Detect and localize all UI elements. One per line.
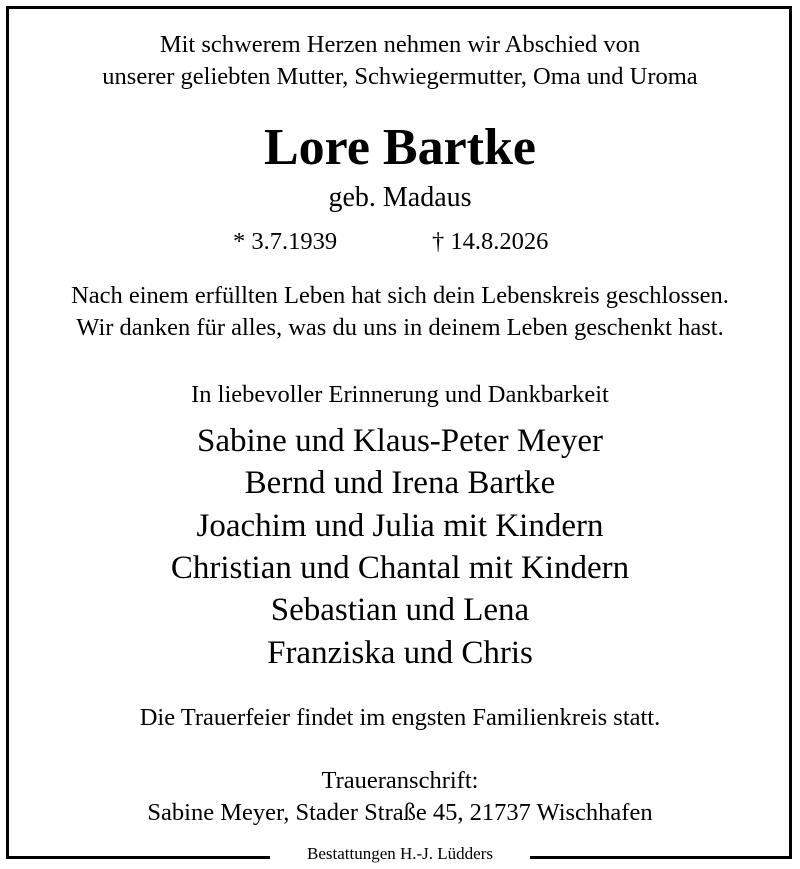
mourner-line: Christian und Chantal mit Kindern: [170, 550, 630, 586]
mourning-address: Sabine Meyer, Stader Straße 45, 21737 Wischhafen: [147, 799, 653, 826]
address-label: Traueranschrift:: [321, 767, 479, 794]
death-date: † 14.8.2026: [432, 228, 549, 255]
birth-date: * 3.7.1939: [233, 228, 338, 255]
intro-line-1: Mit schwerem Herzen nehmen wir Abschied von: [159, 31, 641, 58]
verse-line-2: Wir danken für alles, was du uns in deinem Leben geschenkt hast.: [76, 314, 724, 341]
mourner-line: Franziska und Chris: [267, 635, 533, 671]
verse-line-1: Nach einem erfüllten Leben hat sich dein Lebenskreis geschlossen.: [71, 282, 729, 309]
mourner-line: Joachim und Julia mit Kindern: [196, 508, 604, 544]
remembrance-line: In liebevoller Erinnerung und Dankbarkeit: [191, 381, 609, 408]
deceased-name: Lore Bartke: [264, 119, 536, 176]
funeral-info: Die Trauerfeier findet im engsten Familienkreis statt.: [139, 704, 661, 731]
intro-line-2: unserer geliebten Mutter, Schwiegermutter, Oma und Uroma: [102, 63, 698, 90]
mourner-line: Sebastian und Lena: [270, 592, 530, 628]
mourner-line: Bernd und Irena Bartke: [244, 465, 556, 501]
maiden-name: geb. Madaus: [328, 182, 472, 213]
undertaker-credit: Bestattungen H.-J. Lüdders: [270, 839, 530, 869]
mourner-line: Sabine und Klaus-Peter Meyer: [197, 423, 603, 459]
